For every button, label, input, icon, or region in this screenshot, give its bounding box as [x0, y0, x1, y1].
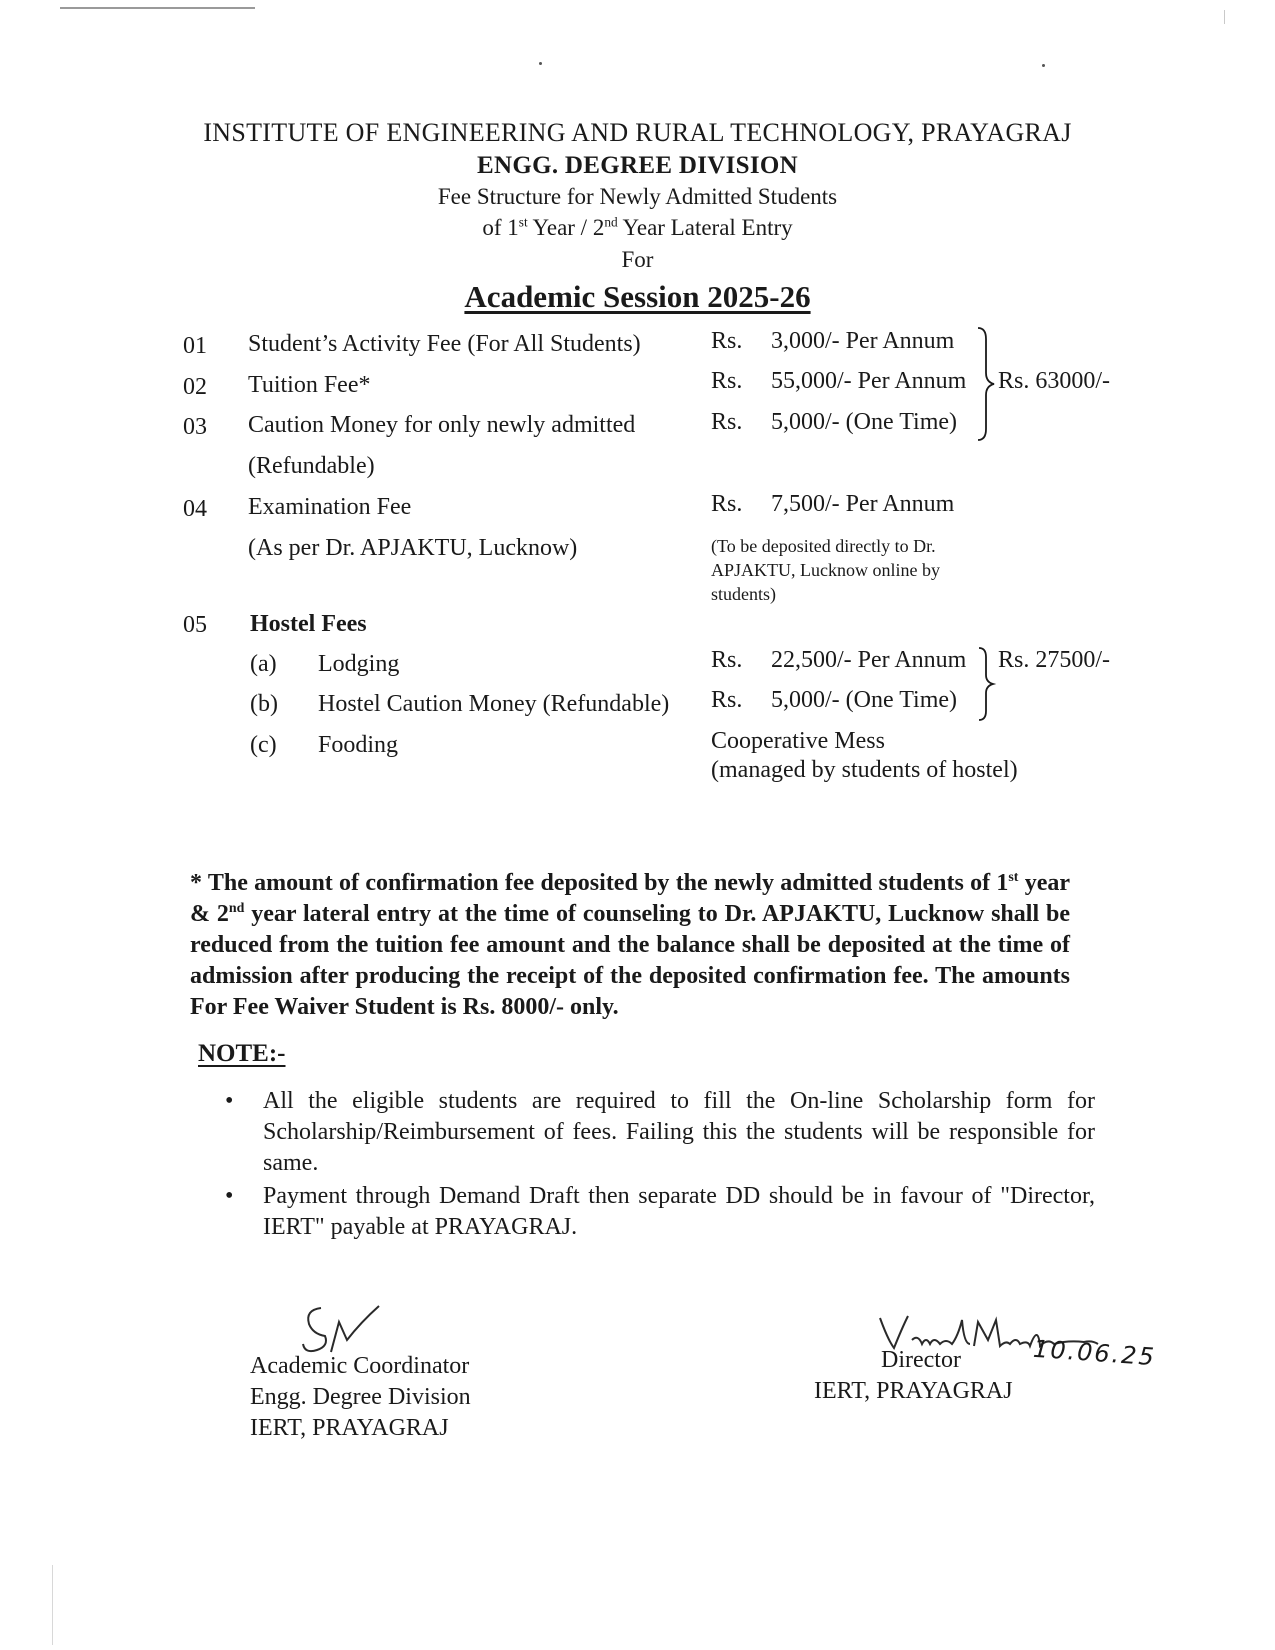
- fee-row-amount: 7,500/- Per Annum: [771, 491, 955, 517]
- fee-total: Rs. 63000/-: [998, 368, 1111, 394]
- scan-mark-edge: [1224, 10, 1225, 24]
- fee-row-no: 03: [183, 414, 207, 440]
- director-title: Director: [881, 1347, 961, 1373]
- hostel-item-value-2: (managed by students of hostel): [711, 757, 1018, 783]
- director-date: 10.06.25: [1032, 1334, 1157, 1372]
- fee-row-rs: Rs.: [711, 491, 743, 517]
- institute-name: INSTITUTE OF ENGINEERING AND RURAL TECHNOLOGY, PRAYAGRAJ: [203, 118, 1072, 147]
- fee-row-note: (To be deposited directly to Dr. APJAKTU, Lucknow online by students): [711, 536, 940, 604]
- fee-row-no: 04: [183, 496, 207, 522]
- coordinator-division: Engg. Degree Division: [250, 1384, 471, 1410]
- year-line: of 1st Year / 2nd Year Lateral Entry: [482, 214, 793, 240]
- hostel-item-label: (a): [250, 651, 277, 677]
- scan-mark-edge-left: [52, 1565, 53, 1645]
- fee-row-amount: 55,000/- Per Annum: [771, 368, 967, 394]
- for-line: For: [621, 247, 654, 272]
- fee-row-desc-2: (Refundable): [248, 453, 375, 479]
- hostel-total: Rs. 27500/-: [998, 647, 1111, 673]
- list-item: • All the eligible students are required to fill the On-line Scholarship form for Scholarship/Reimbursement of fees. Failing this the students will be responsible for same.: [225, 1088, 1095, 1176]
- fee-row-desc: Caution Money for only newly admitted: [248, 412, 636, 438]
- coordinator-signature-block: [250, 1351, 471, 1444]
- fee-row-desc-2: (As per Dr. APJAKTU, Lucknow): [248, 535, 578, 561]
- document-subtitle: Fee Structure for Newly Admitted Students: [437, 184, 838, 209]
- hostel-item-desc: Fooding: [318, 732, 399, 758]
- list-item: • Payment through Demand Draft then separate DD should be in favour of "Director, IERT" payable at PRAYAGRAJ.: [225, 1183, 1095, 1240]
- session-title: Academic Session 2025-26: [464, 279, 811, 314]
- hostel-item-amount: 5,000/- (One Time): [771, 687, 957, 713]
- fee-row-desc: Examination Fee: [248, 494, 412, 520]
- division-name: ENGG. DEGREE DIVISION: [477, 152, 798, 179]
- hostel-item-amount: 22,500/- Per Annum: [771, 647, 967, 673]
- fee-row-rs: Rs.: [711, 328, 743, 354]
- coordinator-org: IERT, PRAYAGRAJ: [250, 1415, 449, 1441]
- coordinator-title: Academic Coordinator: [250, 1353, 470, 1379]
- fee-row-amount: 5,000/- (One Time): [771, 409, 957, 435]
- scan-dot: [1042, 64, 1045, 67]
- hostel-item-rs: Rs.: [711, 687, 743, 713]
- note-list: [225, 1086, 1095, 1245]
- hostel-item-desc: Lodging: [318, 651, 400, 677]
- scan-mark-line: [60, 7, 255, 9]
- hostel-item-label: (b): [250, 691, 278, 717]
- scan-dot: [539, 62, 542, 65]
- hostel-item-desc: Hostel Caution Money (Refundable): [318, 691, 670, 717]
- fee-row-amount: 3,000/- Per Annum: [771, 328, 955, 354]
- note-heading: NOTE:-: [198, 1040, 286, 1067]
- director-org: IERT, PRAYAGRAJ: [814, 1378, 1013, 1404]
- hostel-item-label: (c): [250, 732, 277, 758]
- fee-row-no: 01: [183, 333, 207, 359]
- hostel-item-rs: Rs.: [711, 647, 743, 673]
- bullet-icon: •: [225, 1183, 234, 1209]
- fee-row-rs: Rs.: [711, 368, 743, 394]
- bullet-icon: •: [225, 1088, 234, 1114]
- fee-row-desc: Tuition Fee*: [248, 372, 371, 398]
- fee-row-no: 05: [183, 612, 207, 638]
- fee-row-desc: Student’s Activity Fee (For All Students): [248, 331, 641, 357]
- hostel-title: Hostel Fees: [250, 611, 367, 637]
- footnote-paragraph: * The amount of confirmation fee deposited by the newly admitted students of 1st year & 2nd year lateral entry at the time of counseling to Dr. APJAKTU, Lucknow shall be reduced from the tuition fee amount and the balance shall be deposited at the time of admission after producing the receipt of the deposited confirmation fee. The amounts For Fee Waiver Student is Rs. 8000/- only.: [190, 870, 1070, 1020]
- fee-row-rs: Rs.: [711, 409, 743, 435]
- hostel-item-value: Cooperative Mess: [711, 728, 885, 754]
- fee-row-no: 02: [183, 374, 207, 400]
